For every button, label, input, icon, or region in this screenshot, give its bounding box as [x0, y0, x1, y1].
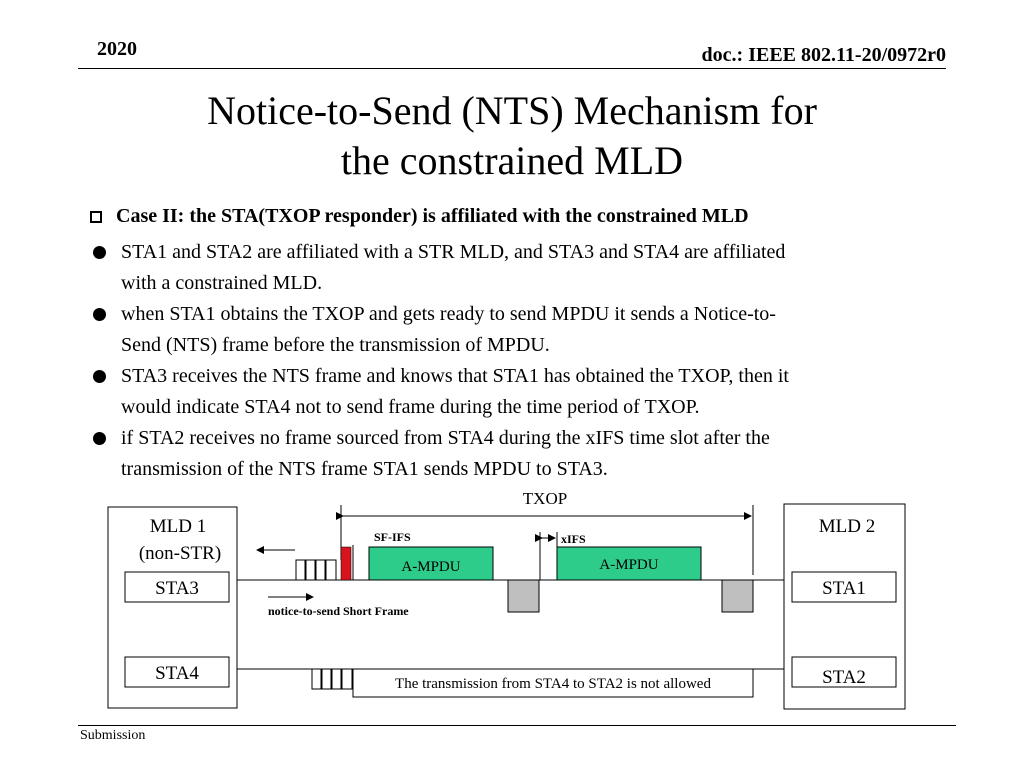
bullet-line: with a constrained MLD. [121, 272, 323, 294]
ack-block [722, 580, 753, 612]
bullet-line: STA1 and STA2 are affiliated with a STR MLD, and STA3 and STA4 are affiliated [121, 241, 786, 263]
bullet-line: STA3 receives the NTS frame and knows that STA1 has obtained the TXOP, then it [121, 365, 789, 387]
small-frame [322, 669, 331, 689]
bullet-line: Send (NTS) frame before the transmission of MPDU. [121, 334, 550, 356]
nts-frame [341, 547, 351, 580]
small-frame [326, 560, 336, 580]
nts-frame-label: notice-to-send Short Frame [268, 604, 409, 618]
ampdu-label-2: A-MPDU [599, 557, 659, 573]
small-frame [306, 560, 315, 580]
small-frame [316, 560, 325, 580]
bullet-line: would indicate STA4 not to send frame during the time period of TXOP. [121, 396, 700, 418]
title-line-2: the constrained MLD [340, 138, 684, 183]
header-doc-id: doc.: IEEE 802.11-20/0972r0 [701, 44, 946, 66]
bullet-line: if STA2 receives no frame sourced from STA4 during the xIFS time slot after the [121, 427, 770, 449]
ampdu-label-1: A-MPDU [401, 559, 461, 575]
small-frame [332, 669, 341, 689]
mld2-label: MLD 2 [818, 516, 876, 537]
txop-label: TXOP [522, 489, 568, 508]
xifs-label: xIFS [561, 532, 586, 546]
not-allowed-note: The transmission from STA4 to STA2 is not allowed [395, 676, 711, 692]
mld1-label: MLD 1 [149, 516, 207, 537]
mld1-type-label: (non-STR) [138, 543, 222, 564]
footer-divider [78, 725, 956, 726]
small-frame [296, 560, 305, 580]
header-year: 2020 [97, 38, 137, 60]
ack-block [508, 580, 539, 612]
small-frame [342, 669, 352, 689]
small-frame [312, 669, 321, 689]
bullet-line: when STA1 obtains the TXOP and gets ready to send MPDU it sends a Notice-to- [121, 303, 776, 325]
footer-label: Submission [80, 728, 146, 743]
sf-ifs-label: SF-IFS [374, 530, 411, 544]
case-heading-text: Case II: the STA(TXOP responder) is affiliated with the constrained MLD [116, 205, 749, 227]
title-line-1: Notice-to-Send (NTS) Mechanism for [207, 88, 817, 133]
sta2-label: STA2 [822, 667, 866, 688]
sta1-label: STA1 [822, 578, 866, 599]
sta4-label: STA4 [155, 663, 199, 684]
bullet-line: transmission of the NTS frame STA1 sends MPDU to STA3. [121, 458, 608, 480]
sta3-label: STA3 [155, 578, 199, 599]
